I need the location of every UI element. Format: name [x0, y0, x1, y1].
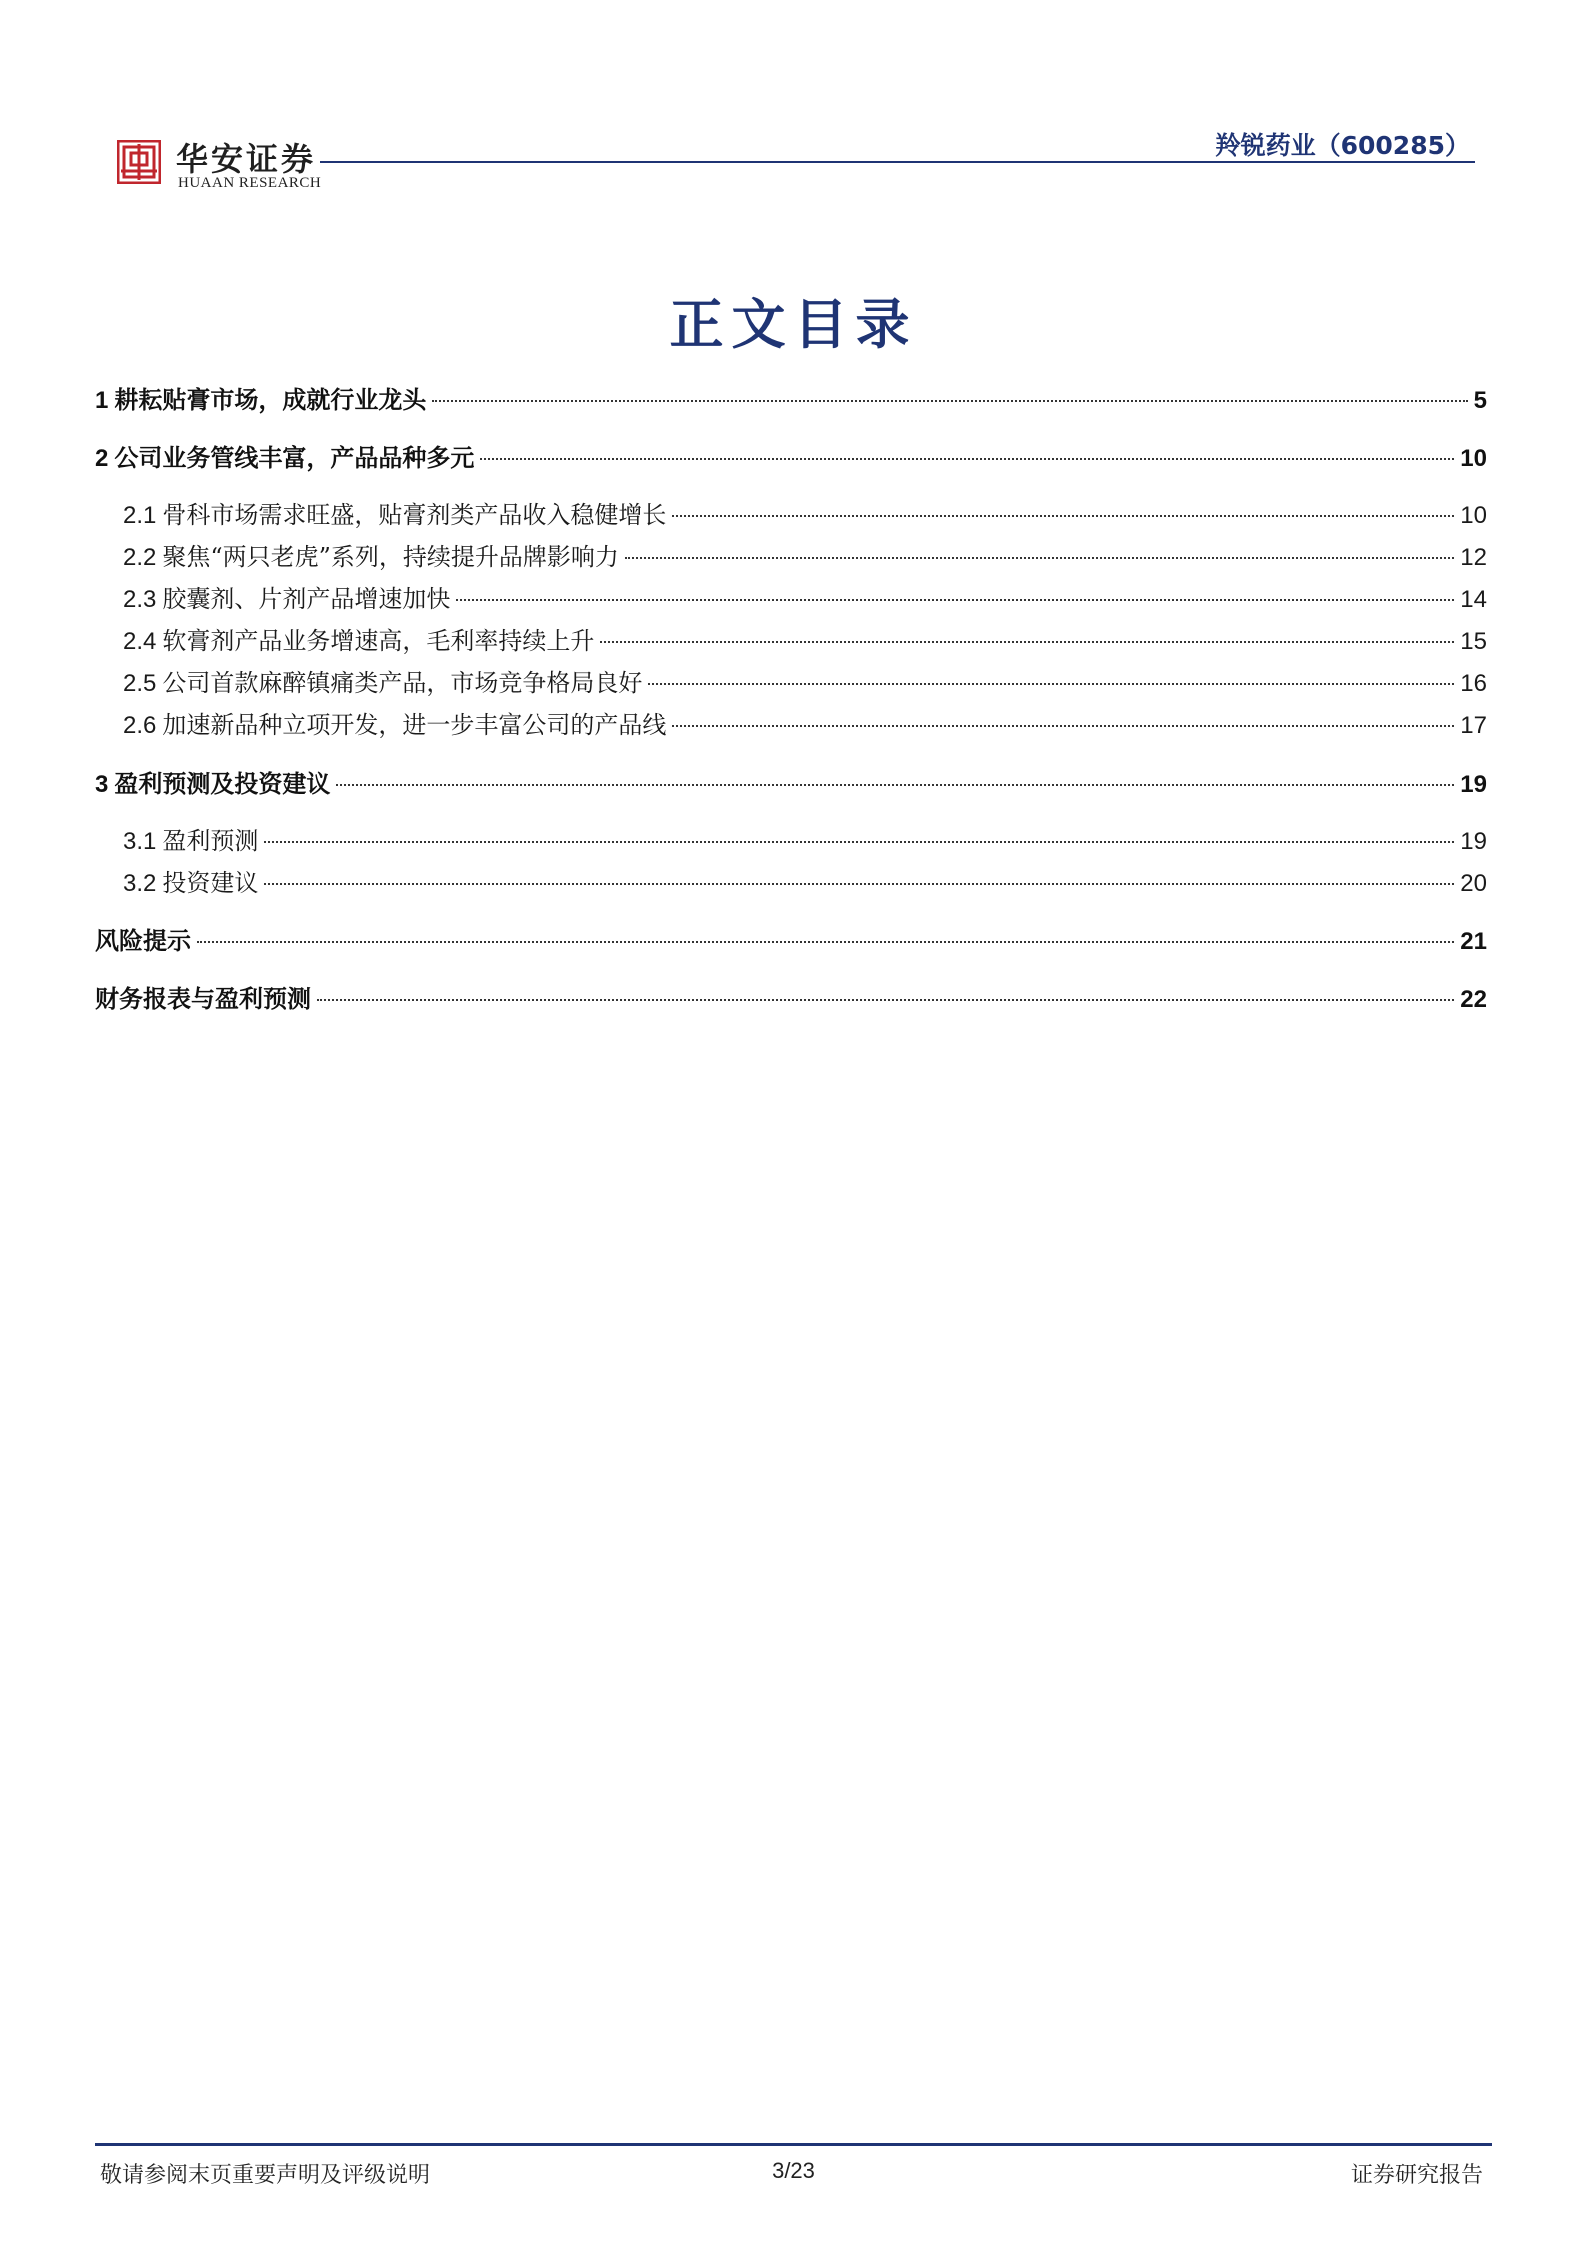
toc-entry-title: 胶囊剂、片剂产品增速加快	[162, 585, 451, 613]
header-divider	[320, 161, 1475, 163]
dot-leader	[648, 683, 1454, 685]
toc-entry-1[interactable]	[95, 385, 1487, 415]
toc-entry-page: 22	[1460, 986, 1487, 1013]
toc-entry-2[interactable]	[95, 443, 1487, 473]
toc-entry-number: 2	[95, 445, 109, 472]
toc-entry-2-5[interactable]	[123, 668, 1487, 698]
toc-entry-title: 风险提示	[95, 927, 191, 955]
toc-entry-title: 投资建议	[162, 869, 259, 897]
toc-entry-page: 16	[1460, 670, 1487, 697]
toc-entry-3-2[interactable]	[123, 868, 1487, 898]
dot-leader	[600, 641, 1454, 643]
toc-entry-risk[interactable]	[95, 926, 1487, 956]
toc-entry-page: 21	[1460, 928, 1487, 955]
toc-entry-page: 12	[1460, 544, 1487, 571]
logo-english-name: HUAAN RESEARCH	[178, 175, 322, 191]
toc-entry-number: 2.4	[123, 628, 157, 655]
company-ticker-label: 羚锐药业（600285）	[1215, 131, 1470, 160]
toc-entry-title: 盈利预测	[162, 827, 259, 855]
page-title: 正文目录	[669, 292, 918, 356]
footer-disclaimer: 敬请参阅末页重要声明及评级说明	[100, 2163, 431, 2188]
toc-entry-2-6[interactable]	[123, 710, 1487, 740]
dot-leader	[264, 883, 1454, 885]
dot-leader	[197, 941, 1454, 943]
footer-divider	[95, 2143, 1492, 2146]
toc-entry-page: 20	[1460, 870, 1487, 897]
dot-leader	[456, 599, 1454, 601]
toc-entry-page: 19	[1460, 828, 1487, 855]
toc-entry-title: 盈利预测及投资建议	[114, 770, 331, 798]
toc-entry-number: 2.6	[123, 712, 157, 739]
toc-entry-number: 3.2	[123, 870, 157, 897]
toc-entry-title: 软膏剂产品业务增速高，毛利率持续上升	[162, 627, 595, 655]
toc-entry-2-3[interactable]	[123, 584, 1487, 614]
toc-entry-page: 10	[1460, 445, 1487, 472]
toc-entry-title: 聚焦“两只老虎”系列，持续提升品牌影响力	[162, 543, 619, 571]
logo-chinese-name: 华安证券	[176, 140, 317, 178]
footer-report-type: 证券研究报告	[1350, 2163, 1483, 2188]
page-header	[0, 0, 1587, 200]
toc-entry-number: 3	[95, 771, 109, 798]
dot-leader	[264, 841, 1454, 843]
dot-leader	[672, 515, 1454, 517]
dot-leader	[432, 400, 1467, 402]
dot-leader	[625, 557, 1454, 559]
toc-entry-number: 2.3	[123, 586, 157, 613]
toc-entry-page: 19	[1460, 771, 1487, 798]
toc-entry-number: 2.5	[123, 670, 157, 697]
dot-leader	[317, 999, 1454, 1001]
toc-entry-page: 10	[1460, 502, 1487, 529]
toc-entry-2-1[interactable]	[123, 500, 1487, 530]
toc-entry-number: 3.1	[123, 828, 157, 855]
huaan-logo-icon	[117, 140, 161, 184]
toc-entry-number: 1	[95, 387, 109, 414]
toc-entry-number: 2.1	[123, 502, 157, 529]
toc-entry-3-1[interactable]	[123, 826, 1487, 856]
toc-entry-title: 财务报表与盈利预测	[95, 985, 311, 1013]
toc-entry-page: 15	[1460, 628, 1487, 655]
toc-entry-2-4[interactable]	[123, 626, 1487, 656]
toc-entry-title: 公司首款麻醉镇痛类产品，市场竞争格局良好	[162, 669, 643, 697]
toc-entry-page: 14	[1460, 586, 1487, 613]
dot-leader	[336, 784, 1454, 786]
toc-entry-number: 2.2	[123, 544, 157, 571]
toc-entry-3[interactable]	[95, 769, 1487, 799]
toc-entry-2-2[interactable]	[123, 542, 1487, 572]
toc-entry-title: 加速新品种立项开发，进一步丰富公司的产品线	[162, 711, 667, 739]
toc-entry-title: 骨科市场需求旺盛，贴膏剂类产品收入稳健增长	[162, 501, 667, 529]
toc-entry-page: 17	[1460, 712, 1487, 739]
dot-leader	[672, 725, 1454, 727]
toc-entry-financials[interactable]	[95, 984, 1487, 1014]
footer-page-number: 3/23	[772, 2158, 815, 2183]
dot-leader	[480, 458, 1454, 460]
toc-entry-title: 公司业务管线丰富，产品品种多元	[114, 444, 475, 472]
toc-entry-page: 5	[1473, 387, 1487, 414]
toc-entry-title: 耕耘贴膏市场，成就行业龙头	[114, 386, 427, 414]
